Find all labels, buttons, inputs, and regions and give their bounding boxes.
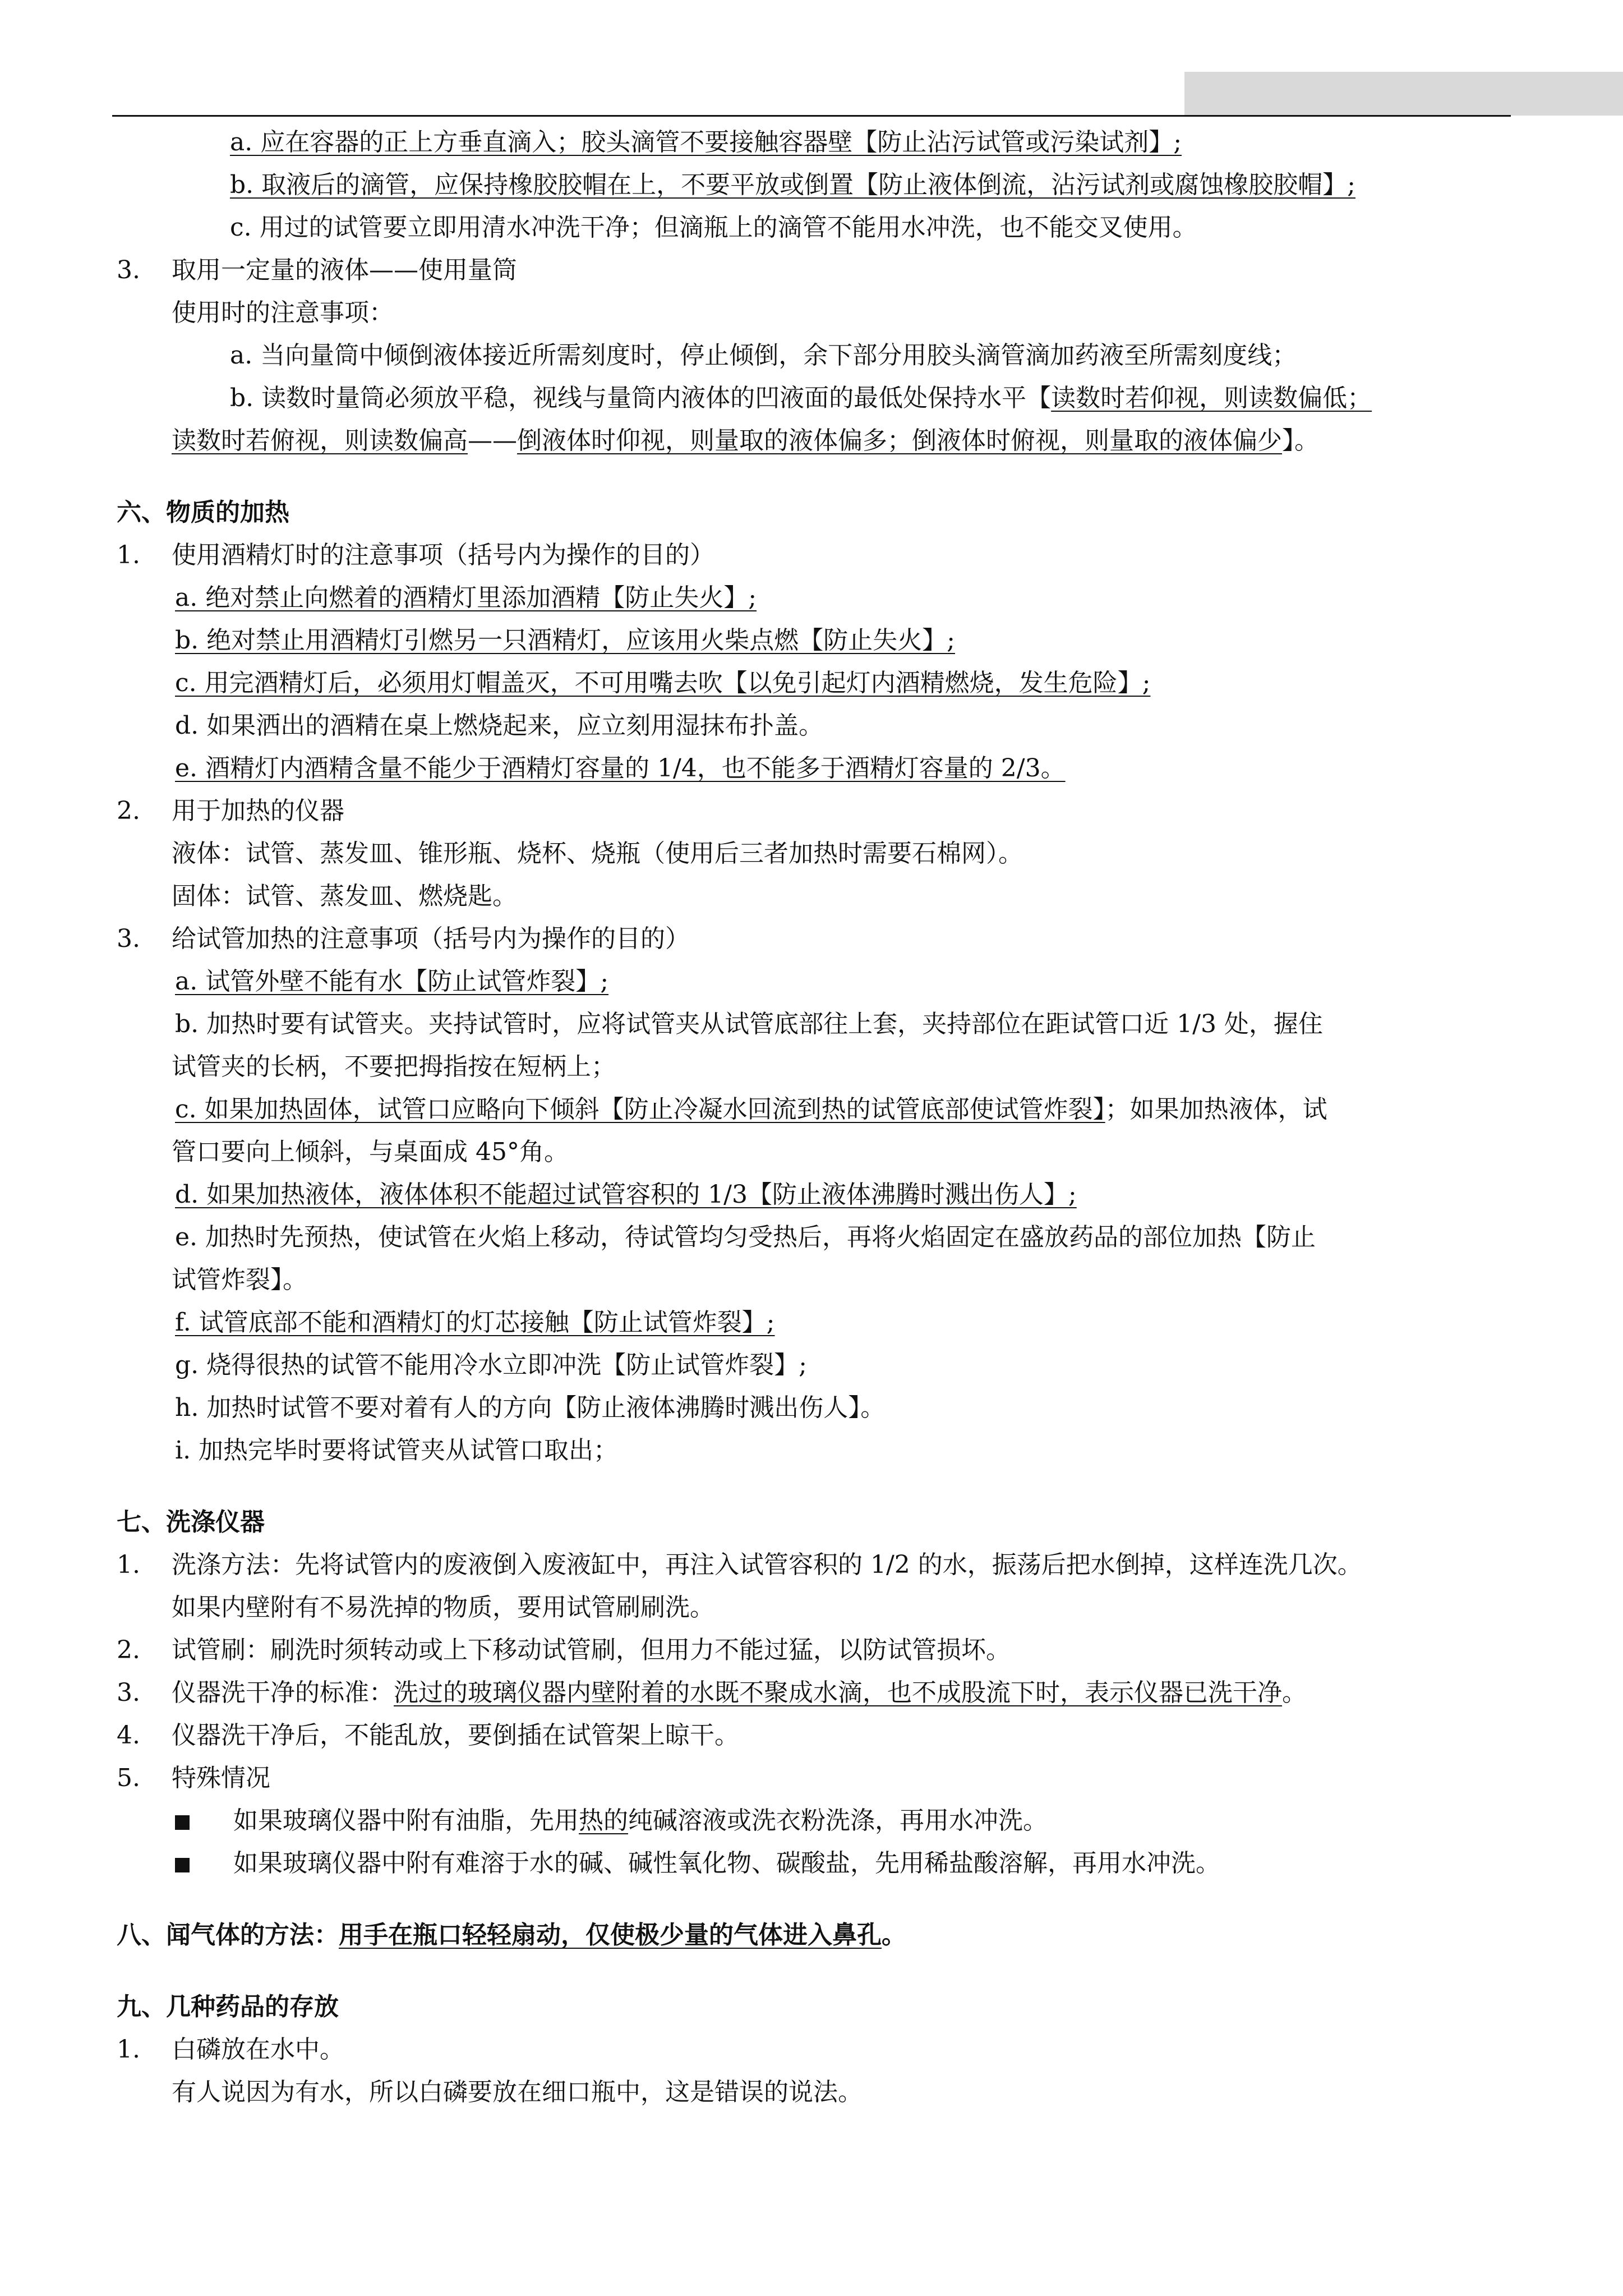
s5-item-3: 3. 取用一定量的液体——使用量筒 bbox=[117, 256, 517, 284]
s5-item-3-sub: 使用时的注意事项： bbox=[172, 298, 394, 327]
s5-item-b: b. 取液后的滴管，应保持橡胶胶帽在上，不要平放或倒置【防止液体倒流，沾污试剂或腐蚀橡胶胶帽】; bbox=[230, 171, 1355, 199]
s6-item-2-liquid: 液体：试管、蒸发皿、锥形瓶、烧杯、烧瓶（使用后三者加热时需要石棉网）。 bbox=[172, 839, 1023, 868]
s7-bullet-1: 如果玻璃仪器中附有油脂，先用热的纯碱溶液或洗衣粉洗涤，再用水冲洗。 bbox=[117, 1800, 1530, 1842]
s6-item-3-f: f. 试管底部不能和酒精灯的灯芯接触【防止试管炸裂】; bbox=[175, 1308, 775, 1337]
document-body bbox=[117, 121, 1530, 2114]
s6-item-1-b: b. 绝对禁止用酒精灯引燃另一只酒精灯，应该用火柴点燃【防止失火】; bbox=[175, 626, 955, 655]
s6-item-2: 2. 用于加热的仪器 bbox=[117, 797, 344, 825]
s6-item-3-i: i. 加热完毕时要将试管夹从试管口取出； bbox=[175, 1436, 619, 1465]
s9-item-1-cont: 有人说因为有水，所以白磷要放在细口瓶中，这是错误的说法。 bbox=[172, 2078, 863, 2106]
square-bullet-icon bbox=[175, 1815, 190, 1830]
square-bullet-icon bbox=[175, 1858, 190, 1872]
s6-item-3-g: g. 烧得很热的试管不能用冷水立即冲洗【防止试管炸裂】; bbox=[175, 1351, 807, 1379]
s6-item-3-e: e. 加热时先预热，使试管在火焰上移动，待试管均匀受热后，再将火焰固定在盛放药品的部位加热【防止 bbox=[175, 1223, 1316, 1251]
s6-item-3: 3. 给试管加热的注意事项（括号内为操作的目的） bbox=[117, 924, 690, 953]
s6-item-2-solid: 固体：试管、蒸发皿、燃烧匙。 bbox=[172, 882, 517, 910]
s9-item-1: 1. 白磷放在水中。 bbox=[117, 2035, 344, 2064]
s5-item-3-b-cont: 读数时若俯视，则读数偏高——倒液体时仰视，则量取的液体偏多；倒液体时俯视，则量取的液体偏少】。 bbox=[172, 426, 1319, 455]
header-rule bbox=[112, 115, 1511, 117]
s7-item-2: 2. 试管刷：刷洗时须转动或上下移动试管刷，但用力不能过猛，以防试管损坏。 bbox=[117, 1636, 1011, 1664]
s6-item-1-d: d. 如果洒出的酒精在桌上燃烧起来，应立刻用湿抹布扑盖。 bbox=[175, 711, 824, 740]
s6-item-3-a: a. 试管外壁不能有水【防止试管炸裂】; bbox=[175, 967, 609, 996]
s6-item-1: 1. 使用酒精灯时的注意事项（括号内为操作的目的） bbox=[117, 541, 714, 569]
s6-item-1-a: a. 绝对禁止向燃着的酒精灯里添加酒精【防止失火】; bbox=[175, 583, 757, 612]
s6-item-3-h: h. 加热时试管不要对着有人的方向【防止液体沸腾时溅出伤人】。 bbox=[175, 1393, 886, 1422]
s6-item-3-e-cont: 试管炸裂】。 bbox=[172, 1266, 307, 1294]
s7-item-1: 1. 洗涤方法：先将试管内的废液倒入废液缸中，再注入试管容积的 1/2 的水，振荡后把水倒掉，这样连洗几次。 bbox=[117, 1550, 1362, 1579]
s5-item-a: a. 应在容器的正上方垂直滴入；胶头滴管不要接触容器壁【防止沾污试管或污染试剂】; bbox=[230, 128, 1182, 157]
s6-item-3-b: b. 加热时要有试管夹。夹持试管时，应将试管夹从试管底部往上套，夹持部位在距试管口近 1/3 处，握住 bbox=[175, 1010, 1323, 1038]
section-7-title: 七、洗涤仪器 bbox=[117, 1508, 265, 1536]
s6-item-3-c-cont: 管口要向上倾斜，与桌面成 45°角。 bbox=[172, 1138, 569, 1166]
s6-item-3-c: c. 如果加热固体，试管口应略向下倾斜【防止冷凝水回流到热的试管底部使试管炸裂】；如果加热液体，试 bbox=[175, 1095, 1327, 1124]
section-8-title: 八、闻气体的方法：用手在瓶口轻轻扇动，仅使极少量的气体进入鼻孔。 bbox=[117, 1921, 906, 1949]
section-9-title: 九、几种药品的存放 bbox=[117, 1993, 339, 2021]
s6-item-3-b-cont: 试管夹的长柄，不要把拇指按在短柄上； bbox=[172, 1052, 616, 1081]
section-6-title: 六、物质的加热 bbox=[117, 498, 289, 527]
s7-item-1-cont: 如果内壁附有不易洗掉的物质，要用试管刷刷洗。 bbox=[172, 1593, 714, 1622]
s6-item-1-e: e. 酒精灯内酒精含量不能少于酒精灯容量的 1/4，也不能多于酒精灯容量的 2/3。 bbox=[175, 754, 1066, 783]
s5-item-3-a: a. 当向量筒中倾倒液体接近所需刻度时，停止倾倒，余下部分用胶头滴管滴加药液至所需刻度线； bbox=[230, 341, 1297, 370]
s6-item-1-c: c. 用完酒精灯后，必须用灯帽盖灭，不可用嘴去吹【以免引起灯内酒精燃烧，发生危险】; bbox=[175, 669, 1151, 697]
header-tab bbox=[1184, 72, 1623, 116]
s5-item-c: c. 用过的试管要立即用清水冲洗干净；但滴瓶上的滴管不能用水冲洗，也不能交叉使用。 bbox=[230, 213, 1197, 242]
s5-item-3-b: b. 读数时量筒必须放平稳，视线与量筒内液体的凹液面的最低处保持水平【读数时若仰视，则读数偏低； bbox=[230, 384, 1372, 412]
s7-item-4: 4. 仪器洗干净后，不能乱放，要倒插在试管架上晾干。 bbox=[117, 1721, 739, 1750]
s7-bullet-2: 如果玻璃仪器中附有难溶于水的碱、碱性氧化物、碳酸盐，先用稀盐酸溶解，再用水冲洗。 bbox=[117, 1842, 1530, 1885]
s6-item-3-d: d. 如果加热液体，液体体积不能超过试管容积的 1/3【防止液体沸腾时溅出伤人】; bbox=[175, 1180, 1077, 1209]
s7-item-3: 3. 仪器洗干净的标准：洗过的玻璃仪器内壁附着的水既不聚成水滴，也不成股流下时，表示仪器已洗干净。 bbox=[117, 1678, 1307, 1707]
s7-item-5: 5. 特殊情况 bbox=[117, 1764, 270, 1792]
